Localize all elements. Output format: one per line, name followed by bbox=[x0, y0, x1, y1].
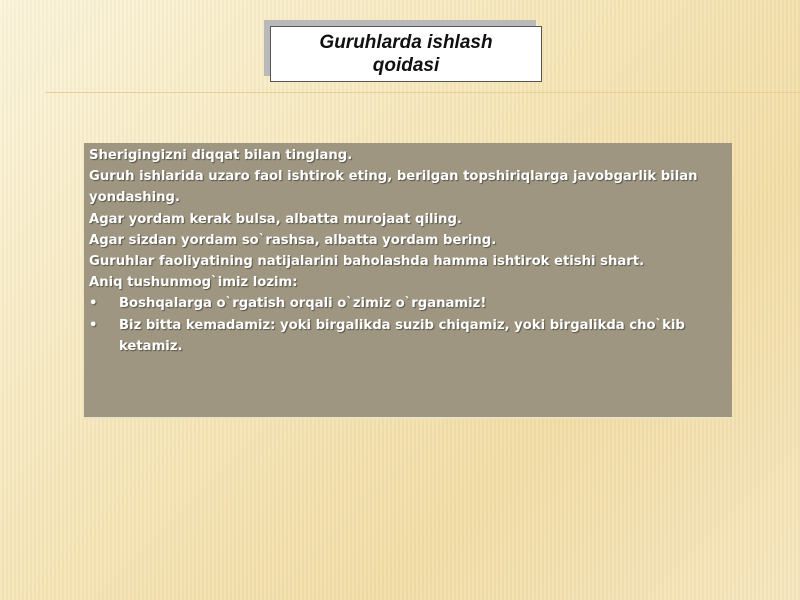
bullet-item bbox=[89, 293, 728, 314]
rules-panel bbox=[84, 143, 732, 419]
rule-4: Agar sizdan yordam so`rashsa, albatta yordam bering. bbox=[89, 232, 497, 248]
bullet-text: Biz bitta kemadamiz: yoki birgalikda suzib chiqamiz, yoki birgalikda cho`kib ketamiz. bbox=[119, 317, 685, 354]
bullet-icon: • bbox=[89, 296, 98, 312]
bullet-text: Boshqalarga o`rgatish orqali o`zimiz o`rganamiz! bbox=[119, 296, 487, 312]
title-divider bbox=[45, 92, 800, 93]
rule-2: Guruh ishlarida uzaro faol ishtirok eting, berilgan topshiriqlarga javobgarlik bilan yondashing. bbox=[89, 169, 698, 206]
slide-title: Guruhlarda ishlash qoidasi bbox=[319, 32, 493, 76]
bullet-list bbox=[89, 293, 728, 357]
rule-1: Sherigingizni diqqat bilan tinglang. bbox=[89, 148, 353, 163]
bullet-icon: • bbox=[89, 317, 98, 333]
title-box bbox=[270, 26, 542, 82]
rule-3: Agar yordam kerak bulsa, albatta murojaat qiling. bbox=[89, 211, 462, 227]
rule-5: Guruhlar faoliyatining natijalarini baholashda hamma ishtirok etishi shart. bbox=[89, 254, 645, 270]
bullet-item bbox=[89, 315, 728, 357]
rule-6: Aniq tushunmog`imiz lozim: bbox=[89, 275, 298, 291]
